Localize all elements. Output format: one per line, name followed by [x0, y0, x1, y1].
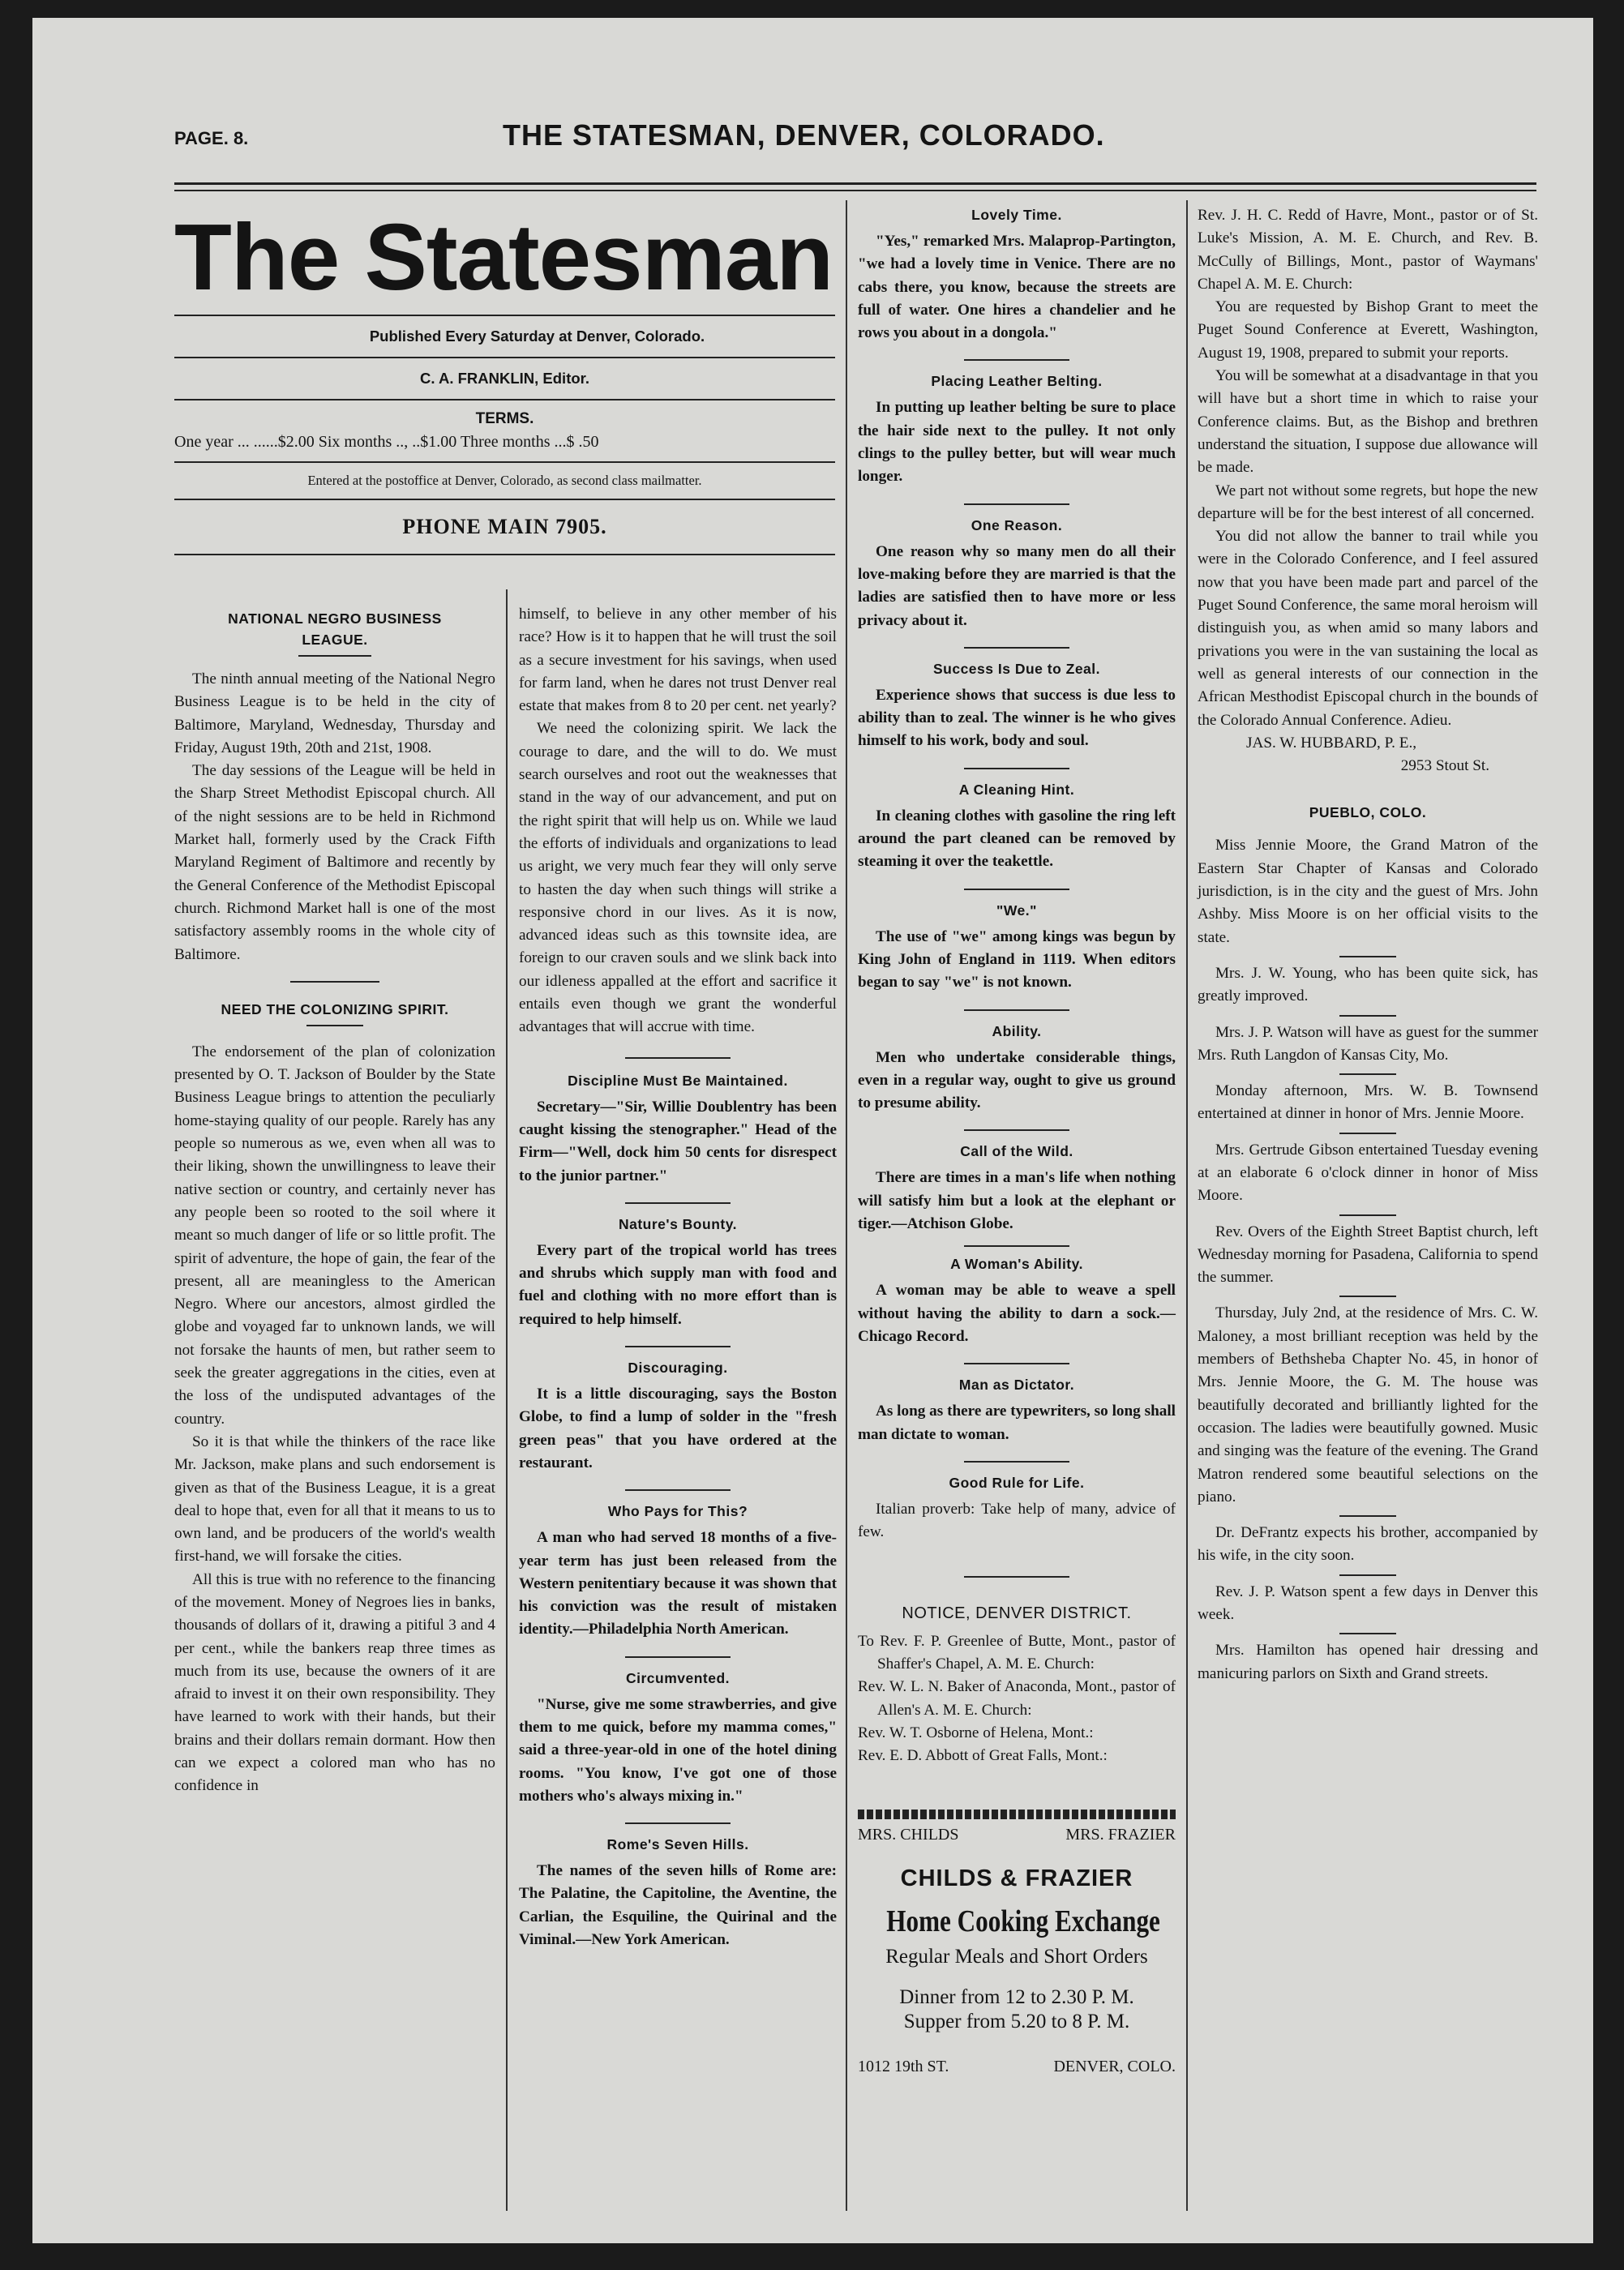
- paragraph: Italian proverb: Take help of many, advice of few.: [858, 1500, 1176, 1541]
- terms-line: One year ... ......$2.00 Six months .., ..$1.00 Three months ...$ .50: [174, 433, 599, 451]
- section-heading-pueblo: PUEBLO, COLO.: [1309, 804, 1427, 821]
- item-heading: One Reason.: [971, 516, 1063, 533]
- header-rule: [174, 182, 1536, 185]
- paragraph: You are requested by Bishop Grant to meet the Puget Sound Conference at Everett, Washington, August 19, 1908, prepared to submit your reports.: [1198, 298, 1538, 362]
- article-heading-business-league: NATIONAL NEGRO BUSINESS LEAGUE.: [228, 610, 442, 648]
- paragraph: The names of the seven hills of Rome are: The Palatine, the Capitoline, the Aventine, the Carlian, the Esquiline, the Quirinal and the Viminal.—New York American.: [519, 1862, 837, 1949]
- paragraph: Experience shows that success is due less to ability than to zeal. The winner is he who gives himself to his work, body and soul.: [858, 686, 1176, 750]
- item-heading: Nature's Bounty.: [618, 1215, 738, 1232]
- ad-business: Home Cooking Exchange: [886, 1904, 1160, 1938]
- paragraph: Men who undertake considerable things, even in a regular way, ought to give us ground to presume ability.: [858, 1048, 1176, 1112]
- paragraph: There are times in a man's life when nothing will satisfy him but a look at the elephant or tiger.—Atchison Globe.: [858, 1169, 1176, 1233]
- paragraph: Mrs. J. W. Young, who has been quite sick, has greatly improved.: [1198, 964, 1538, 1005]
- item-heading: Ability.: [992, 1022, 1042, 1039]
- paragraph: We need the colonizing spirit. We lack the courage to dare, and the will to do. We must search ourselves and root out the weaknesses that stand in the way of our advancement, and put on the right spirit that will help us on. While we laud the efforts of individuals and organizations to lead us aright, we very much fear they will only serve to hasten the day when such things will strike a responsive chord in our lives. As it is now, advanced ideas such as this townsite idea, are foreign to our craven souls and we slink back into our idleness appalled at the effort and sacrifice it entails even though we grant the wonderful advantages that will accrue with time.: [519, 720, 837, 1036]
- ad-city: DENVER, COLO.: [1053, 2058, 1176, 2075]
- paragraph: Mrs. Hamilton has opened hair dressing and manicuring parlors on Sixth and Grand streets.: [1198, 1642, 1538, 1682]
- header-rule-thin: [174, 190, 1536, 191]
- notice-heading: NOTICE, DENVER DISTRICT.: [902, 1604, 1132, 1623]
- item-heading: Who Pays for This?: [607, 1503, 748, 1520]
- running-title: THE STATESMAN, DENVER, COLORADO.: [503, 118, 1105, 152]
- entered-line: Entered at the postoffice at Denver, Colorado, as second class mailmatter.: [307, 473, 702, 488]
- paragraph: himself, to believe in any other member of his race? How is it to happen that he will trust the soil as a secure investment for his savings, when used for farm land, when he dares not trust Denver real estate that makes from 8 to 20 per cent. net yearly?: [519, 606, 837, 715]
- paragraph: In cleaning clothes with gasoline the ring left around the part cleaned can be removed by steaming it over the teakettle.: [858, 807, 1176, 871]
- ad-border-top: [858, 1810, 1176, 1819]
- paragraph: Miss Jennie Moore, the Grand Matron of the Eastern Star Chapter of Kansas and Colorado jurisdiction, is in the city and the guest of Mrs. John Ashby. Miss Moore is on her official visits to the state.: [1198, 837, 1538, 946]
- item-heading: Lovely Time.: [971, 207, 1062, 223]
- paragraph: You will be somewhat at a disadvantage in that you will have but a short time in which to raise your Conference claims. But, as the Bishop and brethren understand the situation, I suppose due allowance will be made.: [1198, 367, 1538, 477]
- item-heading: Circumvented.: [625, 1669, 731, 1686]
- notice-item: To Rev. F. P. Greenlee of Butte, Mont., pastor of Shaffer's Chapel, A. M. E. Church:: [858, 1632, 1176, 1673]
- ad-meals: Regular Meals and Short Orders: [885, 1946, 1148, 1968]
- masthead-title: The Statesman: [174, 204, 833, 310]
- paragraph: A man who had served 18 months of a five-year term has just been released from the Western penitentiary because it was shown that his conviction was the result of mistaken identity.—Philadelphia North American.: [519, 1529, 837, 1638]
- paragraph: One reason why so many men do all their love-making before they are married is that the ladies are satisfied then to have more or less privacy about it.: [858, 542, 1176, 629]
- paragraph: In putting up leather belting be sure to place the hair side next to the pulley. It not only clings to the pulley better, but will wear much longer.: [858, 399, 1176, 486]
- item-heading: A Cleaning Hint.: [958, 781, 1075, 798]
- paragraph: It is a little discouraging, says the Boston Globe, to find a lump of solder in the "fresh green peas" that you have ordered at the restaurant.: [519, 1386, 837, 1471]
- item-heading: Man as Dictator.: [958, 1377, 1075, 1394]
- ad-name-left: MRS. CHILDS: [858, 1826, 959, 1844]
- column-4: [1198, 204, 1538, 1685]
- paragraph: Rev. J. H. C. Redd of Havre, Mont., pastor or of St. Luke's Mission, A. M. E. Church, and Rev. B. McCully of Billings, Mont., pastor of Waymans' Chapel A. M. E. Church:: [1198, 207, 1538, 293]
- newspaper-page: [32, 18, 1593, 2243]
- paragraph: "Yes," remarked Mrs. Malaprop-Partington, "we had a lovely time in Venice. There are no cabs there, you know, because the streets are full of water. One hires a chandelier and he rows you about in a dongola.": [858, 233, 1176, 342]
- item-heading: "We.": [996, 902, 1037, 919]
- paragraph: A woman may be able to weave a spell without having the ability to darn a sock.—Chicago Record.: [858, 1282, 1176, 1345]
- signature-name: JAS. W. HUBBARD, P. E.,: [1246, 734, 1417, 752]
- notice-item: Rev. E. D. Abbott of Great Falls, Mont.:: [858, 1747, 1108, 1765]
- column-rule-2: [846, 200, 847, 2211]
- column-rule-1: [506, 589, 508, 2211]
- paragraph: Every part of the tropical world has trees and shrubs which supply man with food and fuel and clothing with no more effort than is required to help himself.: [519, 1241, 837, 1328]
- published-line: Published Every Saturday at Denver, Colorado.: [369, 328, 705, 345]
- item-heading: Discouraging.: [628, 1360, 728, 1377]
- ad-name-right: MRS. FRAZIER: [1065, 1826, 1176, 1844]
- paragraph: Rev. J. P. Watson spent a few days in Denver this week.: [1198, 1583, 1538, 1624]
- item-heading: A Woman's Ability.: [950, 1256, 1083, 1273]
- advertisement: [858, 1810, 1176, 2076]
- phone-line: PHONE MAIN 7905.: [402, 515, 607, 538]
- article-heading-colonizing: NEED THE COLONIZING SPIRIT.: [221, 1000, 449, 1017]
- editor-line: C. A. FRANKLIN, Editor.: [420, 370, 589, 387]
- signature-address: 2953 Stout St.: [1400, 757, 1489, 775]
- column-1: [174, 603, 495, 1798]
- item-heading: Rome's Seven Hills.: [606, 1836, 749, 1853]
- paragraph: The use of "we" among kings was begun by King John of England in 1119. When editors began to say "we" is not known.: [858, 927, 1176, 992]
- paragraph: The ninth annual meeting of the National Negro Business League is to be held in the city of Baltimore, Maryland, Wednesday, Thursday and Friday, August 19th, 20th and 21st, 1908.: [174, 670, 495, 756]
- column-2: [519, 603, 837, 1951]
- paragraph: Dr. DeFrantz expects his brother, accompanied by his wife, in the city soon.: [1198, 1524, 1538, 1565]
- paragraph: Mrs. Gertrude Gibson entertained Tuesday evening at an elaborate 6 o'clock dinner in honor of Miss Moore.: [1198, 1141, 1538, 1205]
- ad-supper: Supper from 5.20 to 8 P. M.: [903, 2011, 1130, 2032]
- column-3: [858, 204, 1176, 1767]
- paragraph: Thursday, July 2nd, at the residence of Mrs. C. W. Maloney, a most brilliant reception was held by the members of Bethsheba Chapter No. 45, in honor of Mrs. Jennie Moore, the G. M. The house was beautifully decorated and brilliantly lighted for the occasion. The ladies were beautifully gowned. Music and singing was the feature of the evening. The Grand Matron rendered some beautiful selections on the piano.: [1198, 1304, 1538, 1505]
- paragraph: We part not without some regrets, but hope the new departure will be for the best interest of all concerned.: [1198, 482, 1538, 522]
- item-heading: Good Rule for Life.: [949, 1474, 1085, 1491]
- paragraph: Monday afternoon, Mrs. W. B. Townsend entertained at dinner in honor of Mrs. Jennie Moore.: [1198, 1082, 1538, 1123]
- paragraph: Rev. Overs of the Eighth Street Baptist church, left Wednesday morning for Pasadena, California to spend the summer.: [1198, 1223, 1538, 1287]
- paragraph: You did not allow the banner to trail while you were in the Colorado Conference, and I feel assured now that you have been made part and parcel of the Puget Sound Conference, the same moral heroism will distinguish you, as when amid so many labors and privations you were in the van sustaining the local as well as general interests of our connection in the African Mesthodist Episcopal church in the bounds of the Colorado Annual Conference. Adieu.: [1198, 528, 1538, 729]
- terms-heading: TERMS.: [475, 410, 534, 427]
- item-heading: Success Is Due to Zeal.: [932, 660, 1101, 677]
- item-heading: Call of the Wild.: [960, 1143, 1073, 1160]
- paragraph: "Nurse, give me some strawberries, and give them to me quick, before my mamma comes," said a three-year-old in one of the hotel dining rooms. "You know, I've got one of those mothers who's always mixing in.": [519, 1695, 837, 1805]
- item-heading: Placing Leather Belting.: [931, 373, 1103, 390]
- paragraph: The endorsement of the plan of colonization presented by O. T. Jackson of Boulder by the State Business League brings to attention the peculiarly home-staying quality of our people. Rarely has any people so numerous as we, even when all was to their liking, shown the unwillingness to leave their native section or country, and certainly never has any people been so rooted to the soil where it meant so much danger of life or so little profit. The spirit of adventure, the hope of gain, the fear of the present, all are meaningless to the American Negro. Where our ancestors, almost girdled the globe and voyaged far to unknown lands, we will not forsake the haunts of men, but rather seem to seek the greater aggregations in the cities, even at the loss of the undisputed advantages of the country.: [174, 1043, 495, 1428]
- column-rule-3: [1186, 200, 1188, 2211]
- notice-item: Rev. W. T. Osborne of Helena, Mont.:: [858, 1724, 1094, 1741]
- paragraph: So it is that while the thinkers of the race like Mr. Jackson, make plans and such endorsement is given as that of the Business League, it is a great deal to hope that, even for all that it means to us to own land, and be producers of the world's wealth first-hand, we will forsake the cities.: [174, 1433, 495, 1565]
- paragraph: All this is true with no reference to the financing of the movement. Money of Negroes lies in banks, thousands of dollars of it, drawing a pitiful 3 and 4 per cent., while the bankers reap three times as much from its use, because the owners of it are afraid to invest it on their own responsibility. They have learned to work with their hands, but their brains and their dollars remain dormant. How then can we expect a colored man who has no confidence in: [174, 1570, 495, 1795]
- page-number: PAGE. 8.: [174, 128, 249, 148]
- paragraph: Secretary—"Sir, Willie Doublentry has been caught kissing the stenographer." Head of the Firm—"Well, dock him 50 cents for disrespect to the junior partner.": [519, 1098, 837, 1184]
- item-heading: Discipline Must Be Maintained.: [568, 1072, 788, 1089]
- paragraph: The day sessions of the League will be held in the Sharp Street Methodist Episcopal church. All of the night sessions are to be held in Richmond Market hall, formerly used by the Crack Fifth Maryland Regiment of Baltimore and recently by the General Conference of the Methodist Episcopal church. Richmond Market hall is one of the most satisfactory assembly rooms in the whole city of Baltimore.: [174, 762, 495, 963]
- ad-address: 1012 19th ST.: [858, 2058, 949, 2075]
- paragraph: As long as there are typewriters, so long shall man dictate to woman.: [858, 1403, 1176, 1443]
- ad-firm: CHILDS & FRAZIER: [900, 1865, 1133, 1891]
- notice-item: Rev. W. L. N. Baker of Anaconda, Mont., pastor of Allen's A. M. E. Church:: [858, 1678, 1176, 1719]
- masthead: [174, 204, 835, 555]
- paragraph: Mrs. J. P. Watson will have as guest for the summer Mrs. Ruth Langdon of Kansas City, Mo.: [1198, 1023, 1538, 1064]
- ad-dinner: Dinner from 12 to 2.30 P. M.: [899, 1986, 1134, 2008]
